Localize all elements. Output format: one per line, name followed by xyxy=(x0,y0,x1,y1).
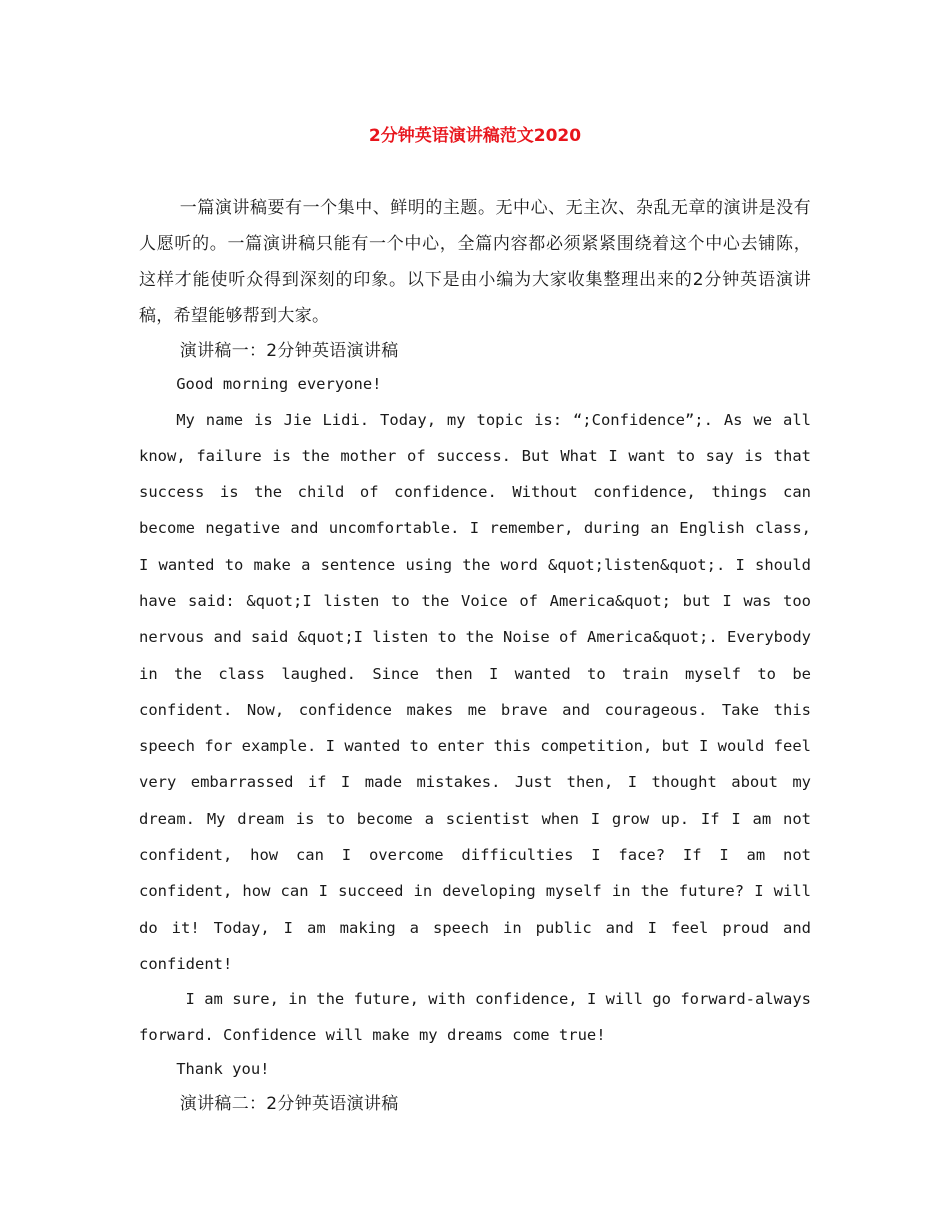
document-body xyxy=(139,190,821,1121)
section-heading-2: 演讲稿二：2分钟英语演讲稿 xyxy=(179,1093,399,1114)
intro-paragraph: 一篇演讲稿要有一个集中、鲜明的主题。无中心、无主次、杂乱无章的演讲是没有人愿听的。一篇演讲稿只能有一个中心，全篇内容都必须紧紧围绕着这个中心去铺陈，这样才能使听众得到深刻的印象。以下是由小编为大家收集整理出来的2分钟英语演讲稿，希望能够帮到大家。 xyxy=(139,198,811,326)
speech-body-paragraph: My name is Jie Lidi. Today, my topic is: “;Confidence”;. As we all know, failure is the mother of success. But What I want to say is that success is the child of confidence. Without confidence, things can become negative and uncomfortable. I remember, during an English class, I wanted to make a sentence using the word &quot;listen&quot;. I should have said: &quot;I listen to the Voice of America&quot; but I was too nervous and said &quot;I listen to the Noise of America&quot;. Everybody in the class laughed. Since then I wanted to train myself to be confident. Now, confidence makes me brave and courageous. Take this speech for example. I wanted to enter this competition, but I would feel very embarrassed if I made mistakes. Just then, I thought about my dream. My dream is to become a scientist when I grow up. If I am not confident, how can I overcome difficulties I face? If I am not confident, how can I succeed in developing myself in the future? I will do it! Today, I am making a speech in public and I feel proud and confident! xyxy=(139,410,821,973)
speech-closing-paragraph: I am sure, in the future, with confidence, I will go forward-always forward. Confidence will make my dreams come true! xyxy=(139,990,821,1044)
thanks-paragraph: Thank you! xyxy=(176,1060,270,1079)
greeting-paragraph: Good morning everyone! xyxy=(176,375,382,393)
document-title: 2分钟英语演讲稿范文2020 xyxy=(368,126,582,146)
section-heading-1: 演讲稿一：2分钟英语演讲稿 xyxy=(179,341,399,361)
